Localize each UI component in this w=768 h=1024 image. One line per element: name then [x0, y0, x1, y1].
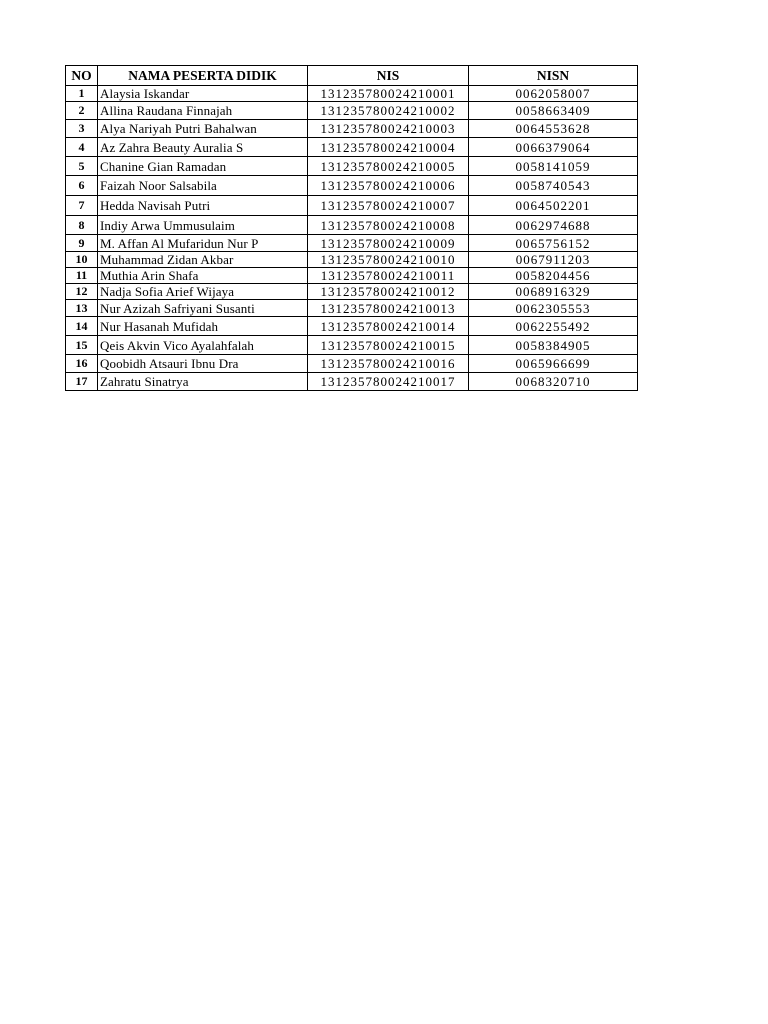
student-nisn: 0068916329: [469, 284, 638, 300]
student-name: Alya Nariyah Putri Bahalwan: [98, 120, 308, 138]
student-table: [65, 65, 638, 391]
student-nisn: 0068320710: [469, 373, 638, 391]
student-name: Faizah Noor Salsabila: [98, 176, 308, 196]
student-nis: 131235780024210003: [308, 120, 469, 138]
table-row: [66, 336, 638, 355]
student-name: Indiy Arwa Ummusulaim: [98, 216, 308, 235]
row-number: 13: [66, 300, 98, 317]
row-number: 11: [66, 268, 98, 284]
student-nis: 131235780024210004: [308, 138, 469, 157]
table-row: [66, 138, 638, 157]
student-nis: 131235780024210016: [308, 355, 469, 373]
student-nisn: 0062255492: [469, 317, 638, 336]
student-nis: 131235780024210001: [308, 86, 469, 102]
student-nisn: 0058204456: [469, 268, 638, 284]
row-number: 9: [66, 235, 98, 252]
student-name: Allina Raudana Finnajah: [98, 102, 308, 120]
student-nisn: 0062305553: [469, 300, 638, 317]
row-number: 16: [66, 355, 98, 373]
table-row: [66, 86, 638, 102]
student-nis: 131235780024210009: [308, 235, 469, 252]
student-nisn: 0058663409: [469, 102, 638, 120]
student-name: Qoobidh Atsauri Ibnu Dra: [98, 355, 308, 373]
student-nis: 131235780024210015: [308, 336, 469, 355]
student-nis: 131235780024210002: [308, 102, 469, 120]
student-nis: 131235780024210014: [308, 317, 469, 336]
table-body: [66, 86, 638, 391]
row-number: 8: [66, 216, 98, 235]
table-row: [66, 216, 638, 235]
row-number: 15: [66, 336, 98, 355]
student-nis: 131235780024210012: [308, 284, 469, 300]
table-row: [66, 196, 638, 216]
table-row: [66, 102, 638, 120]
table-row: [66, 120, 638, 138]
student-name: Muhammad Zidan Akbar: [98, 252, 308, 268]
student-nisn: 0062058007: [469, 86, 638, 102]
header-no: NO: [66, 66, 98, 86]
row-number: 6: [66, 176, 98, 196]
student-nis: 131235780024210006: [308, 176, 469, 196]
student-name: Muthia Arin Shafa: [98, 268, 308, 284]
student-nis: 131235780024210017: [308, 373, 469, 391]
student-nisn: 0065966699: [469, 355, 638, 373]
student-list-sheet: [65, 65, 637, 391]
row-number: 12: [66, 284, 98, 300]
row-number: 7: [66, 196, 98, 216]
student-nis: 131235780024210010: [308, 252, 469, 268]
row-number: 14: [66, 317, 98, 336]
table-row: [66, 176, 638, 196]
row-number: 2: [66, 102, 98, 120]
student-nisn: 0062974688: [469, 216, 638, 235]
header-row: [66, 66, 638, 86]
student-name: Hedda Navisah Putri: [98, 196, 308, 216]
student-name: Az Zahra Beauty Auralia S: [98, 138, 308, 157]
table-row: [66, 268, 638, 284]
table-row: [66, 355, 638, 373]
row-number: 5: [66, 157, 98, 176]
header-nisn: NISN: [469, 66, 638, 86]
student-name: Nur Azizah Safriyani Susanti: [98, 300, 308, 317]
student-name: Nur Hasanah Mufidah: [98, 317, 308, 336]
table-row: [66, 300, 638, 317]
table-row: [66, 157, 638, 176]
row-number: 1: [66, 86, 98, 102]
student-nisn: 0058384905: [469, 336, 638, 355]
student-nisn: 0067911203: [469, 252, 638, 268]
student-nis: 131235780024210011: [308, 268, 469, 284]
student-name: M. Affan Al Mufaridun Nur P: [98, 235, 308, 252]
student-nis: 131235780024210005: [308, 157, 469, 176]
student-nis: 131235780024210013: [308, 300, 469, 317]
table-row: [66, 373, 638, 391]
table-row: [66, 317, 638, 336]
student-name: Chanine Gian Ramadan: [98, 157, 308, 176]
table-row: [66, 252, 638, 268]
student-name: Zahratu Sinatrya: [98, 373, 308, 391]
student-nisn: 0065756152: [469, 235, 638, 252]
student-nis: 131235780024210007: [308, 196, 469, 216]
student-name: Qeis Akvin Vico Ayalahfalah: [98, 336, 308, 355]
table-header: [66, 66, 638, 86]
student-name: Alaysia Iskandar: [98, 86, 308, 102]
student-nisn: 0058141059: [469, 157, 638, 176]
header-student-name: NAMA PESERTA DIDIK: [98, 66, 308, 86]
student-nis: 131235780024210008: [308, 216, 469, 235]
student-nisn: 0058740543: [469, 176, 638, 196]
header-nis: NIS: [308, 66, 469, 86]
row-number: 3: [66, 120, 98, 138]
student-name: Nadja Sofia Arief Wijaya: [98, 284, 308, 300]
student-nisn: 0064553628: [469, 120, 638, 138]
student-nisn: 0066379064: [469, 138, 638, 157]
table-row: [66, 235, 638, 252]
row-number: 4: [66, 138, 98, 157]
row-number: 17: [66, 373, 98, 391]
table-row: [66, 284, 638, 300]
row-number: 10: [66, 252, 98, 268]
student-nisn: 0064502201: [469, 196, 638, 216]
